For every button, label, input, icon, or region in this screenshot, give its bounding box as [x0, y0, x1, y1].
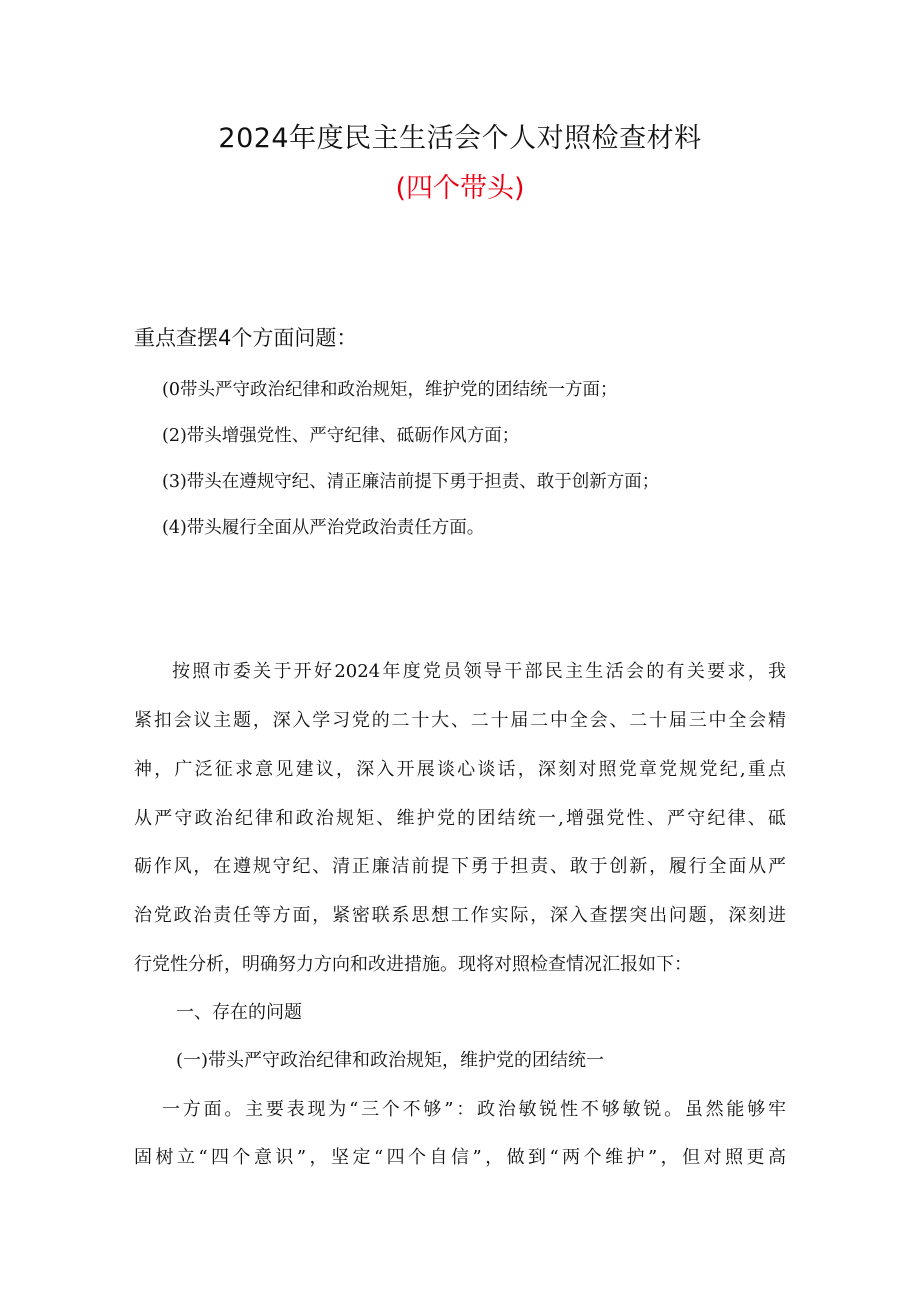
subsection-heading: (一)带头严守政治纪律和政治规矩，维护党的团结统一 — [176, 1050, 605, 1071]
document-title: 2024年度民主生活会个人对照检查材料 — [218, 123, 702, 154]
document-subtitle: (四个带头) — [395, 173, 525, 204]
paragraph-line: 砺作风，在遵规守纪、清正廉洁前提下勇于担责、敢于创新，履行全面从严 — [134, 856, 786, 877]
focus-item: (2)带头增强党性、严守纪律、砥砺作风方面； — [162, 426, 520, 446]
paragraph-line: 从严守政治纪律和政治规矩、维护党的团结统一,增强党性、严守纪律、砥 — [134, 808, 786, 829]
paragraph-line: 紧扣会议主题，深入学习党的二十大、二十届二中全会、二十届三中全会精 — [134, 710, 786, 731]
focus-heading: 重点查摆4个方面问题： — [134, 326, 358, 350]
paragraph-line: 行党性分析，明确努力方向和改进措施。现将对照检查情况汇报如下： — [134, 954, 692, 975]
section-heading: 一、存在的问题 — [176, 1002, 302, 1023]
focus-item: (4)带头履行全面从严治党政治责任方面。 — [162, 518, 485, 538]
focus-item: (3)带头在遵规守纪、清正廉洁前提下勇于担责、敢于创新方面； — [162, 472, 660, 492]
paragraph-line: 神，广泛征求意见建议，深入开展谈心谈话，深刻对照党章党规党纪,重点 — [134, 759, 786, 780]
paragraph-line: 按照市委关于开好2024年度党员领导干部民主生活会的有关要求，我 — [172, 661, 786, 682]
paragraph-line: 固树立“四个意识”，坚定“四个自信”，做到“两个维护”，但对照更高 — [134, 1147, 786, 1168]
focus-item: (0带头严守政治纪律和政治规矩，维护党的团结统一方面； — [162, 380, 618, 400]
paragraph-line: 治党政治责任等方面，紧密联系思想工作实际，深入查摆突出问题，深刻进 — [134, 905, 786, 926]
paragraph-line: 一方面。主要表现为“三个不够”：政治敏锐性不够敏锐。虽然能够牢 — [162, 1099, 786, 1120]
